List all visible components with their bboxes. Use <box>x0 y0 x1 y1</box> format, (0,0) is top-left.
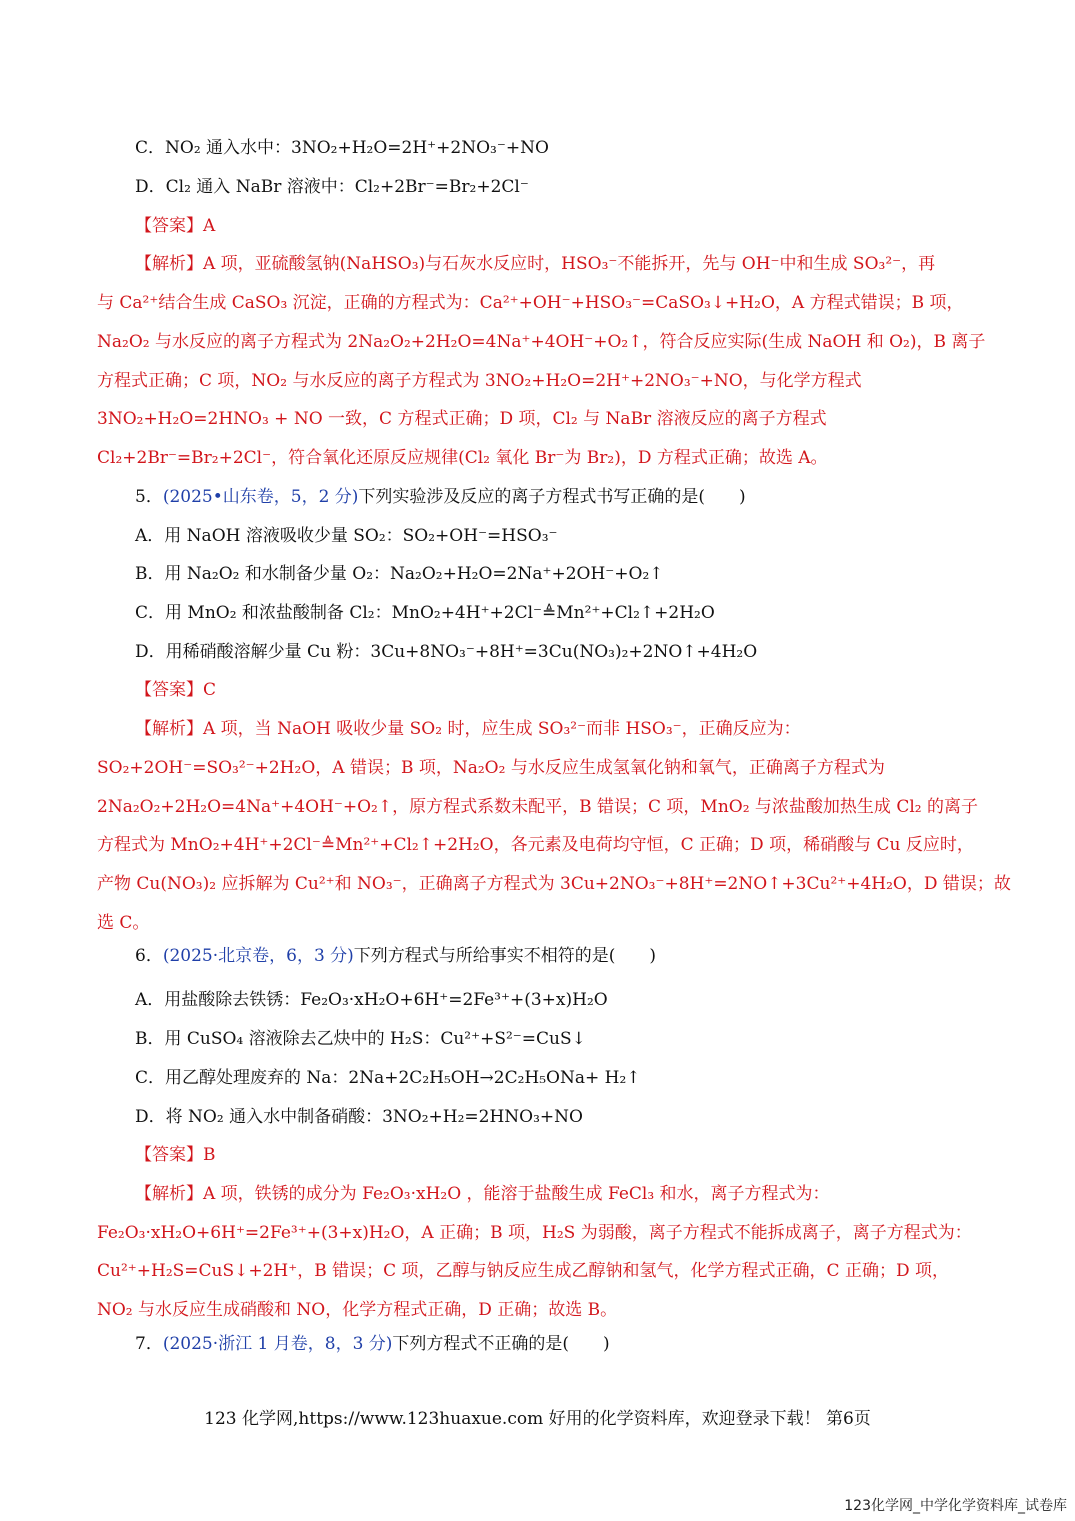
question-source: (2025·北京卷，6，3 分) <box>162 946 354 966</box>
question-number: 7． <box>135 1334 163 1354</box>
question-7 <box>135 1332 610 1356</box>
option-c: C．用 MnO₂ 和浓盐酸制备 Cl₂：MnO₂+4H⁺+2Cl⁻≜Mn²⁺+Cl₂↑+2H₂O <box>135 603 715 623</box>
question-5 <box>135 485 746 509</box>
option-d: D．将 NO₂ 通入水中制备硝酸：3NO₂+H₂=2HNO₃+NO <box>135 1107 583 1127</box>
answer-label: 【答案】C <box>135 680 217 700</box>
analysis-text: 【解析】A 项，亚硫酸氢钠(NaHSO₃)与石灰水反应时，HSO₃⁻不能拆开，先与 OH⁻中和生成 SO₃²⁻，再 <box>135 254 936 274</box>
analysis-text: 方程式为 MnO₂+4H⁺+2Cl⁻≜Mn²⁺+Cl₂↑+2H₂O，各元素及电荷均守恒，C 正确；D 项，稀硝酸与 Cu 反应时， <box>97 835 974 855</box>
answer-label: 【答案】B <box>135 1145 216 1165</box>
analysis-text: Fe₂O₃·xH₂O+6H⁺=2Fe³⁺+(3+x)H₂O，A 正确；B 项，H₂S 为弱酸，离子方程式不能拆成离子，离子方程式为： <box>97 1223 972 1243</box>
option-a: A．用 NaOH 溶液吸收少量 SO₂：SO₂+OH⁻=HSO₃⁻ <box>135 526 558 546</box>
question-stem: 下列方程式与所给事实不相符的是( ) <box>353 946 657 966</box>
question-source: (2025·浙江 1 月卷，8，3 分) <box>162 1334 393 1354</box>
analysis-text: Na₂O₂ 与水反应的离子方程式为 2Na₂O₂+2H₂O=4Na⁺+4OH⁻+O₂↑，符合反应实际(生成 NaOH 和 O₂)，B 离子 <box>97 332 986 352</box>
answer-label: 【答案】A <box>135 216 216 236</box>
question-6 <box>135 944 656 968</box>
analysis-text: 【解析】A 项，当 NaOH 吸收少量 SO₂ 时，应生成 SO₃²⁻而非 HSO₃⁻，正确反应为： <box>135 719 801 739</box>
analysis-text: 与 Ca²⁺结合生成 CaSO₃ 沉淀，正确的方程式为：Ca²⁺+OH⁻+HSO₃⁻=CaSO₃↓+H₂O，A 方程式错误；B 项， <box>97 293 964 313</box>
option-a: A．用盐酸除去铁锈：Fe₂O₃·xH₂O+6H⁺=2Fe³⁺+(3+x)H₂O <box>135 990 608 1010</box>
analysis-text: NO₂ 与水反应生成硝酸和 NO，化学方程式正确，D 正确；故选 B。 <box>97 1300 618 1320</box>
option-c: C．用乙醇处理废弃的 Na：2Na+2C₂H₅OH→2C₂H₅ONa+ H₂↑ <box>135 1068 641 1088</box>
question-stem: 下列方程式不正确的是( ) <box>392 1334 610 1354</box>
option-b: B．用 Na₂O₂ 和水制备少量 O₂：Na₂O₂+H₂O=2Na⁺+2OH⁻+O₂↑ <box>135 564 664 584</box>
option-b: B．用 CuSO₄ 溶液除去乙炔中的 H₂S：Cu²⁺+S²⁻=CuS↓ <box>135 1029 586 1049</box>
analysis-text: 3NO₂+H₂O=2HNO₃ + NO 一致，C 方程式正确；D 项，Cl₂ 与 NaBr 溶液反应的离子方程式 <box>97 409 827 429</box>
page-footer: 123 化学网,https://www.123huaxue.com 好用的化学资料库，欢迎登录下载！ 第6页 <box>204 1409 871 1429</box>
option-d: D．Cl₂ 通入 NaBr 溶液中：Cl₂+2Br⁻=Br₂+2Cl⁻ <box>135 177 529 197</box>
analysis-text: 产物 Cu(NO₃)₂ 应拆解为 Cu²⁺和 NO₃⁻，正确离子方程式为 3Cu+2NO₃⁻+8H⁺=2NO↑+3Cu²⁺+4H₂O，D 错误；故 <box>97 874 1011 894</box>
option-c: C．NO₂ 通入水中：3NO₂+H₂O=2H⁺+2NO₃⁻+NO <box>135 138 549 158</box>
option-d: D．用稀硝酸溶解少量 Cu 粉：3Cu+8NO₃⁻+8H⁺=3Cu(NO₃)₂+2NO↑+4H₂O <box>135 642 758 662</box>
analysis-text: 2Na₂O₂+2H₂O=4Na⁺+4OH⁻+O₂↑，原方程式系数未配平，B 错误；C 项，MnO₂ 与浓盐酸加热生成 Cl₂ 的离子 <box>97 797 978 817</box>
analysis-text: SO₂+2OH⁻=SO₃²⁻+2H₂O，A 错误；B 项，Na₂O₂ 与水反应生成氢氧化钠和氧气，正确离子方程式为 <box>97 758 885 778</box>
analysis-text: 选 C。 <box>97 913 150 933</box>
analysis-text: 【解析】A 项，铁锈的成分为 Fe₂O₃·xH₂O ，能溶于盐酸生成 FeCl₃ 和水，离子方程式为： <box>135 1184 830 1204</box>
analysis-text: 方程式正确；C 项，NO₂ 与水反应的离子方程式为 3NO₂+H₂O=2H⁺+2NO₃⁻+NO，与化学方程式 <box>97 371 862 391</box>
analysis-text: Cl₂+2Br⁻=Br₂+2Cl⁻，符合氧化还原反应规律(Cl₂ 氧化 Br⁻为 Br₂)，D 方程式正确；故选 A。 <box>97 448 828 468</box>
watermark-text: 123化学网_中学化学资料库_试卷库 <box>844 1498 1067 1514</box>
question-source: (2025•山东卷，5，2 分) <box>162 487 359 507</box>
analysis-text: Cu²⁺+H₂S=CuS↓+2H⁺，B 错误；C 项，乙醇与钠反应生成乙醇钠和氢气，化学方程式正确，C 正确；D 项， <box>97 1261 949 1281</box>
question-number: 6． <box>135 946 163 966</box>
question-number: 5． <box>135 487 163 507</box>
question-stem: 下列实验涉及反应的离子方程式书写正确的是( ) <box>358 487 746 507</box>
